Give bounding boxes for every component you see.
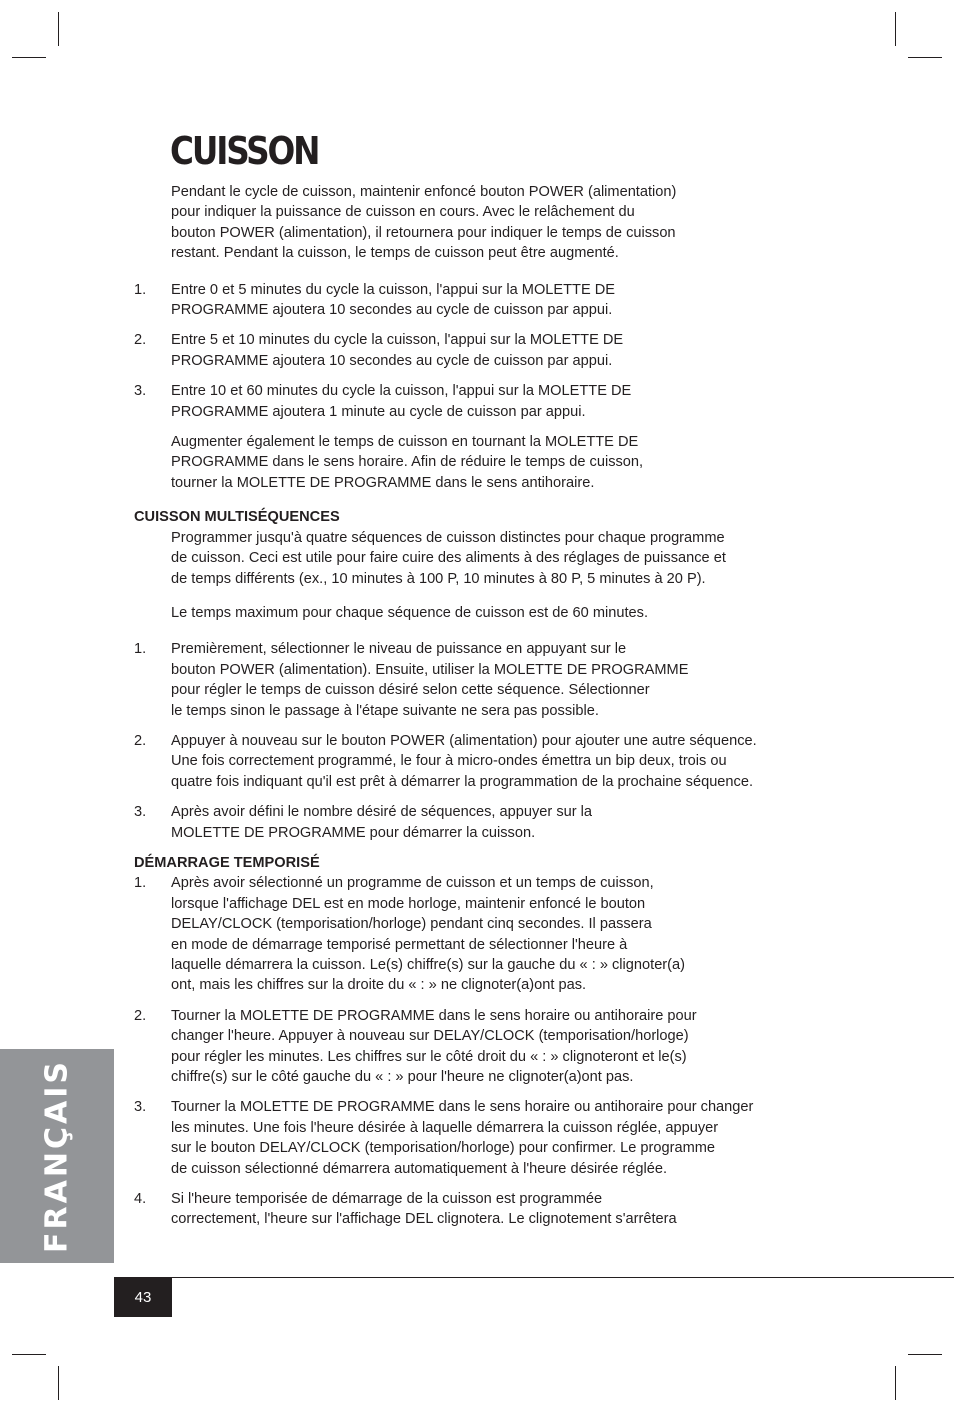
list-number: 2. — [134, 332, 147, 349]
crop-mark — [12, 1354, 46, 1355]
note-paragraph: Augmenter également le temps de cuisson en tournant la MOLETTE DE PROGRAMME dans le sens horaire. Afin de réduire le temps de cuisson, tourner la MOLETTE DE PROGRAMME dans le sens antihoraire. — [171, 434, 644, 491]
list-number: 2. — [134, 1007, 147, 1024]
list-item — [0, 731, 954, 792]
crop-mark — [58, 12, 59, 46]
language-tab — [0, 1049, 114, 1263]
list-item — [0, 802, 954, 843]
crop-mark — [908, 1354, 942, 1355]
section-heading-multi: CUISSON MULTISÉQUENCES — [134, 509, 340, 526]
content — [0, 182, 954, 1240]
list-number: 1. — [134, 641, 147, 658]
list-text: Après avoir défini le nombre désiré de séquences, appuyer sur la MOLETTE DE PROGRAMME pour démarrer la cuisson. — [171, 804, 593, 841]
crop-mark — [895, 12, 896, 46]
list-text: Premièrement, sélectionner le niveau de puissance en appuyant sur le bouton POWER (alimentation). Ensuite, utiliser la MOLETTE DE PROGRAMME pour régler le temps de cuisson désiré selon cette séquence. Sélectionner le temps sinon le passage à l'étape suivante ne sera pas possible. — [171, 641, 689, 719]
list-number: 1. — [134, 281, 147, 298]
list-number: 4. — [134, 1191, 147, 1208]
list-item — [0, 873, 954, 995]
list-item — [0, 381, 954, 422]
crop-mark — [908, 57, 942, 58]
list-item — [0, 1006, 954, 1088]
list-number: 2. — [134, 732, 147, 749]
section-heading-delay: DÉMARRAGE TEMPORISÉ — [134, 854, 320, 871]
list-text: Tourner la MOLETTE DE PROGRAMME dans le sens horaire ou antihoraire pour changer les minutes. Une fois l'heure désirée à laquelle démarrera la cuisson réglée, appuyer sur le bouton DELAY/CLOCK (temporisation/horloge) pour confirmer. Le programme de cuisson sélectionné démarrera automatiquement à l'heure désirée réglée. — [171, 1099, 754, 1177]
list-item — [0, 330, 954, 371]
language-tab-label: FRANÇAIS — [39, 1059, 75, 1253]
crop-mark — [895, 1366, 896, 1400]
intro-paragraph: Pendant le cycle de cuisson, maintenir enfoncé bouton POWER (alimentation) pour indiquer la puissance de cuisson en cours. Avec le relâchement du bouton POWER (alimentation), il retournera pour indiquer le temps de cuisson restant. Pendant la cuisson, le temps de cuisson peut être augmenté. — [171, 184, 677, 262]
multi-intro-paragraph: Programmer jusqu'à quatre séquences de cuisson distinctes pour chaque programme de cuisson. Ceci est utile pour faire cuire des aliments à des réglages de puissance et de temps différents (ex., 10 minutes à 100 P, 10 minutes à 80 P, 5 minutes à 20 P). — [171, 529, 726, 587]
crop-mark — [58, 1366, 59, 1400]
list-item — [0, 1189, 954, 1230]
list-item — [0, 639, 954, 721]
list-number: 1. — [134, 875, 147, 892]
multi-max-paragraph: Le temps maximum pour chaque séquence de cuisson est de 60 minutes. — [171, 604, 648, 621]
list-text: Si l'heure temporisée de démarrage de la cuisson est programmée correctement, l'heure sur l'affichage DEL clignotera. Le clignotement s'arrêtera — [171, 1191, 677, 1228]
list-number: 3. — [134, 1099, 147, 1116]
list-number: 3. — [134, 383, 147, 400]
list-item — [0, 280, 954, 321]
crop-mark — [12, 57, 46, 58]
list-text: Appuyer à nouveau sur le bouton POWER (alimentation) pour ajouter une autre séquence. Une fois correctement programmé, le four à micro-ondes émettra un bip deux, trois ou quatre fois indiquant qu'il est prêt à démarrer la programmation de la prochaine séquence. — [171, 732, 757, 790]
footer-divider — [114, 1277, 954, 1278]
list-text: Tourner la MOLETTE DE PROGRAMME dans le sens horaire ou antihoraire pour changer l'heure. Appuyer à nouveau sur DELAY/CLOCK (temporisation/horloge) pour régler les minutes. Les chiffres sur le côté droit du « : » clignoteront et le(s) chiffre(s) sur le côté gauche du « : » pour l'heure ne clignoter(a)ont pas. — [171, 1007, 697, 1086]
list-text: Entre 10 et 60 minutes du cycle la cuisson, l'appui sur la MOLETTE DE PROGRAMME ajoutera 1 minute au cycle de cuisson par appui. — [171, 383, 632, 420]
list-item — [0, 1097, 954, 1179]
list-number: 3. — [134, 804, 147, 821]
page-number: 43 — [114, 1278, 172, 1317]
list-text: Après avoir sélectionné un programme de cuisson et un temps de cuisson, lorsque l'affichage DEL est en mode horloge, maintenir enfoncé le bouton DELAY/CLOCK (temporisation/horloge) pendant cinq secondes. Il passera en mode de démarrage temporisé permettant de sélectionner l'heure à laquelle démarrera la cuisson. Le(s) chiffre(s) sur la gauche du « : » clignoter(a) ont, mais les chiffres sur la droite du « : » ne clignoter(a)ont pas. — [171, 875, 686, 994]
list-text: Entre 0 et 5 minutes du cycle la cuisson, l'appui sur la MOLETTE DE PROGRAMME ajoutera 10 secondes au cycle de cuisson par appui. — [171, 281, 616, 319]
page-title: CUISSON — [170, 129, 319, 173]
list-text: Entre 5 et 10 minutes du cycle la cuisson, l'appui sur la MOLETTE DE PROGRAMME ajoutera 10 secondes au cycle de cuisson par appui. — [171, 332, 624, 369]
